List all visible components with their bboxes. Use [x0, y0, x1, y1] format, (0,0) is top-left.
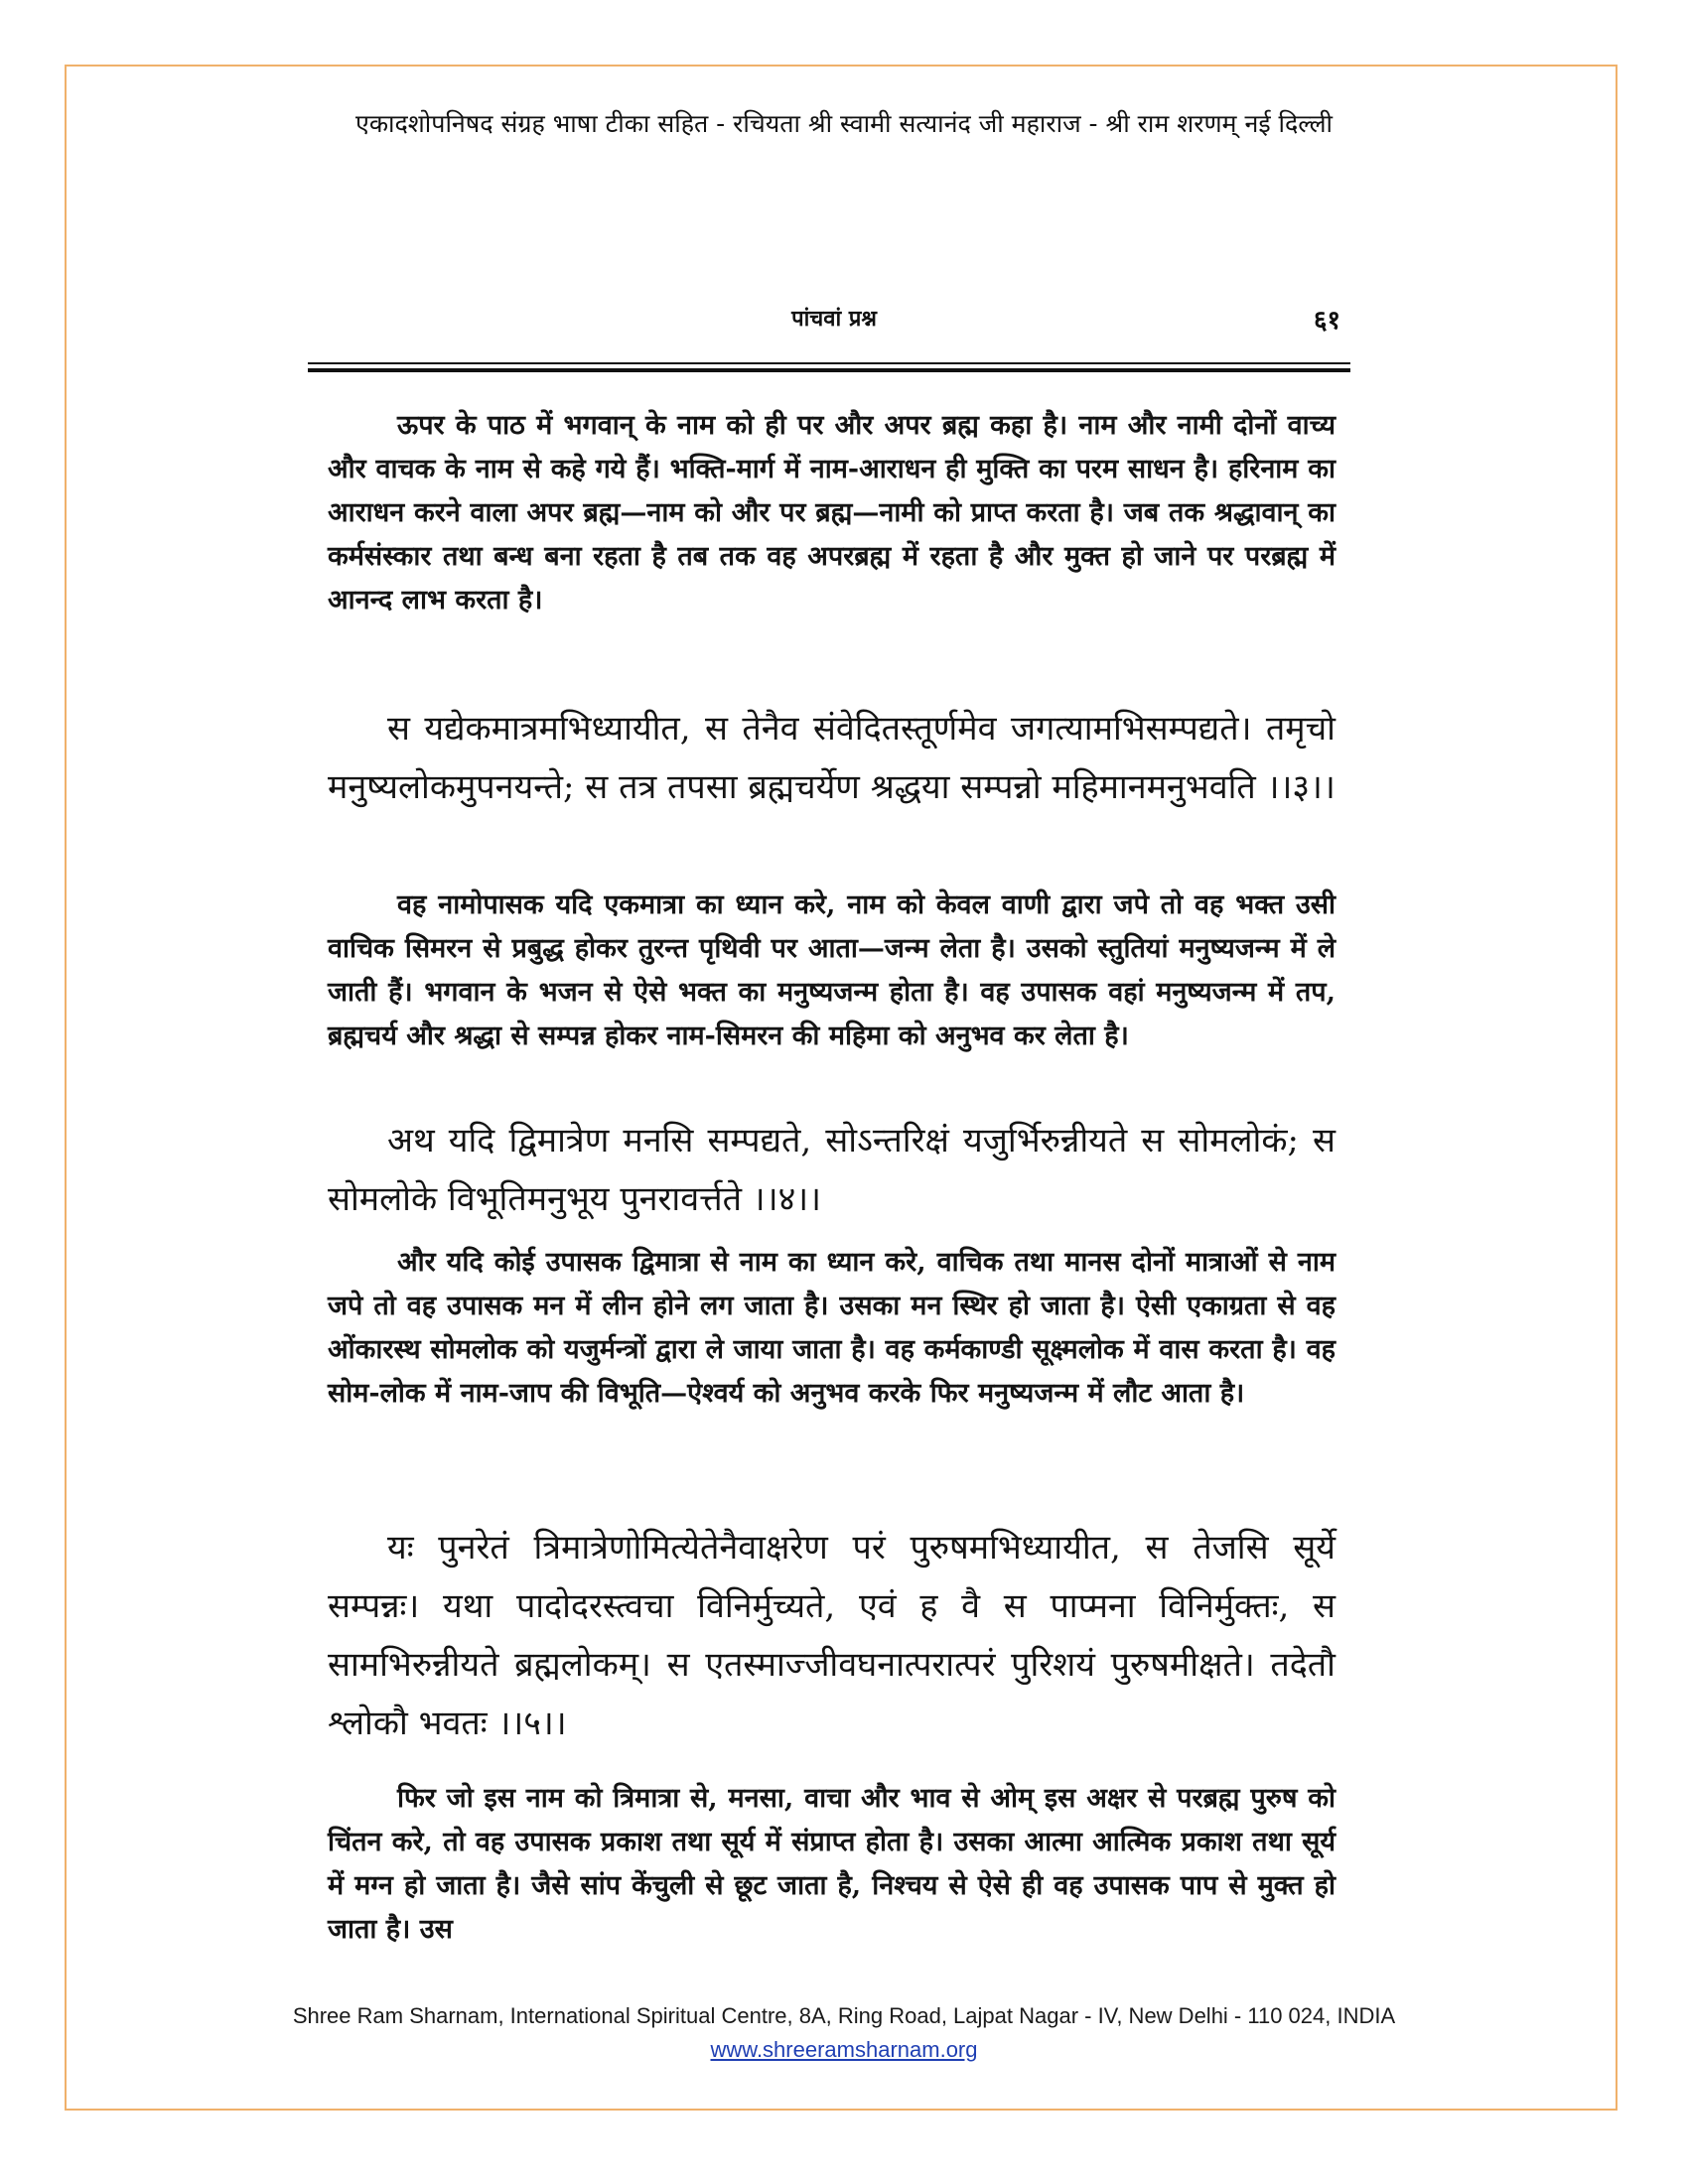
commentary-paragraph-1: ऊपर के पाठ में भगवान् के नाम को ही पर और अपर ब्रह्म कहा है। नाम और नामी दोनों वाच्य और वाचक के नाम से कहे गये हैं। भक्ति-मार्ग में नाम-आराधन ही मुक्ति का परम साधन है। हरिनाम का आराधन करने वाला अपर ब्रह्म—नाम को और पर ब्रह्म—नामी को प्राप्त करता है। जब तक श्रद्धावान् का कर्मसंस्कार तथा बन्ध बना रहता है तब तक वह अपरब्रह्म में रहता है और मुक्त हो जाने पर परब्रह्म में आनन्द लाभ करता है।	[328, 410, 1336, 615]
running-title: पांचवां प्रश्न	[791, 306, 877, 332]
running-head	[298, 303, 1370, 342]
scanned-page	[298, 283, 1370, 1961]
verse-4: अथ यदि द्विमात्रेण मनसि सम्पद्यते, सोऽन्तरिक्षं यजुर्भिरुन्नीयते स सोमलोकं; स सोमलोके विभूतिमनुभूय पुनरावर्त्तते ।।४।।	[328, 1121, 1336, 1219]
header-rule	[308, 362, 1350, 364]
verse-3: स यद्येकमात्रमभिध्यायीत, स तेनैव संवेदितस्तूर्णमेव जगत्यामभिसम्पद्यते। तमृचो मनुष्यलोकमुपनयन्ते; स तत्र तपसा ब्रह्मचर्येण श्रद्धया सम्पन्नो महिमानमनुभवति ।।३।।	[328, 709, 1336, 807]
commentary-paragraph-2: वह नामोपासक यदि एकमात्रा का ध्यान करे, नाम को केवल वाणी द्वारा जपे तो वह भक्त उसी वाचिक सिमरन से प्रबुद्ध होकर तुरन्त पृथिवी पर आता—जन्म लेता है। उसको स्तुतियां मनुष्यजन्म में ले जाती हैं। भगवान के भजन से ऐसे भक्त का मनुष्यजन्म होता है। वह उपासक वहां मनुष्यजन्म में तप, ब्रह्मचर्य और श्रद्धा से सम्पन्न होकर नाम-सिमरन की महिमा को अनुभव कर लेता है।	[328, 889, 1336, 1051]
website-link[interactable]: www.shreeramsharnam.org	[710, 2037, 978, 2062]
verse-5: यः पुनरेतं त्रिमात्रेणोमित्येतेनैवाक्षरेण परं पुरुषमभिध्यायीत, स तेजसि सूर्ये सम्पन्नः। यथा पादोदरस्त्वचा विनिर्मुच्यते, एवं ह वै स पाप्मना विनिर्मुक्तः, स सामभिरुन्नीयते ब्रह्मलोकम्। स एतस्माज्जीवघनात्परात्परं पुरिशयं पुरुषमीक्षते। तदेतौ श्लोकौ भवतः ।।५।।	[328, 1528, 1336, 1743]
commentary-paragraph-3: और यदि कोई उपासक द्विमात्रा से नाम का ध्यान करे, वाचिक तथा मानस दोनों मात्राओं से नाम जपे तो वह उपासक मन में लीन होने लग जाता है। उसका मन स्थिर हो जाता है। ऐसी एकाग्रता से वह ओंकारस्थ सोमलोक को यजुर्मन्त्रों द्वारा ले जाया जाता है। वह कर्मकाण्डी सूक्ष्मलोक में वास करता है। वह सोम-लोक में नाम-जाप की विभूति—ऐश्वर्य को अनुभव करके फिर मनुष्यजन्म में लौट आता है।	[328, 1247, 1336, 1409]
footer-url-container	[119, 2037, 1569, 2063]
page-number: ६१	[1313, 306, 1340, 336]
document-header: एकादशोपनिषद संग्रह भाषा टीका सहित - रचियता श्री स्वामी सत्यानंद जी महाराज - श्री राम शरणम् नई दिल्ली	[355, 109, 1333, 138]
footer-address: Shree Ram Sharnam, International Spiritual Centre, 8A, Ring Road, Lajpat Nagar - IV, New Delhi - 110 024, INDIA	[292, 2003, 1396, 2028]
commentary-paragraph-4: फिर जो इस नाम को त्रिमात्रा से, मनसा, वाचा और भाव से ओम् इस अक्षर से परब्रह्म पुरुष को चिंतन करे, तो वह उपासक प्रकाश तथा सूर्य में संप्राप्त होता है। उसका आत्मा आत्मिक प्रकाश तथा सूर्य में मग्न हो जाता है। जैसे सांप केंचुली से छूट जाता है, निश्चय से ऐसे ही वह उपासक पाप से मुक्त हो जाता है। उस	[328, 1783, 1336, 1945]
header-rule-thick	[308, 368, 1350, 372]
